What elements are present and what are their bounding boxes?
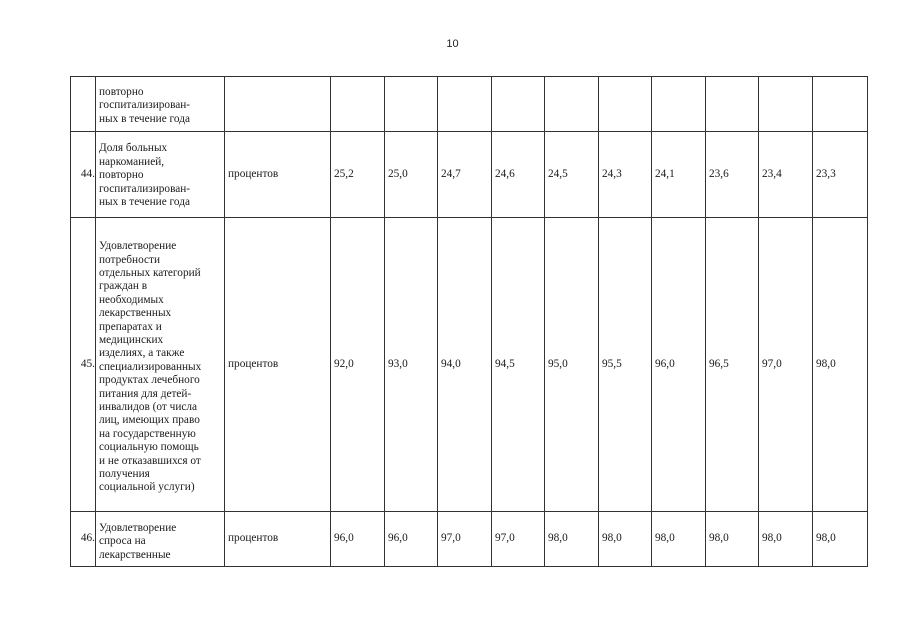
indicator-name-line: необходимых: [99, 293, 164, 306]
unit-cell: процентов: [225, 512, 331, 567]
indicator-name-line: продуктах лечебного: [99, 374, 200, 387]
indicator-name-line: повторно: [99, 85, 144, 98]
value-cell: 96,0: [331, 512, 385, 567]
indicator-name-line: Доля больных: [99, 142, 168, 155]
value-cell: 93,0: [385, 218, 438, 512]
value-cell: 94,5: [492, 218, 545, 512]
value-cell: 94,0: [438, 218, 492, 512]
value-cell: [385, 77, 438, 132]
indicator-name-line: потребности: [99, 253, 161, 266]
indicator-name-line: лекарственные: [99, 548, 171, 561]
value-cell: 97,0: [759, 218, 813, 512]
value-cell: [331, 77, 385, 132]
indicator-name-line: специализированных: [99, 360, 202, 373]
value-cell: [652, 77, 706, 132]
indicator-name-line: социальную помощь: [99, 441, 199, 454]
unit-cell: процентов: [225, 132, 331, 218]
value-cell: 24,6: [492, 132, 545, 218]
value-cell: 98,0: [545, 512, 599, 567]
indicator-name-line: инвалидов (от числа: [99, 401, 198, 414]
value-cell: 96,5: [706, 218, 759, 512]
indicator-name-line: госпитализирован-: [99, 182, 191, 195]
row-number-cell: 46.: [71, 512, 96, 567]
value-cell: 95,0: [545, 218, 599, 512]
value-cell: [545, 77, 599, 132]
value-cell: 23,6: [706, 132, 759, 218]
value-cell: [599, 77, 652, 132]
value-cell: 92,0: [331, 218, 385, 512]
indicator-name-line: повторно: [99, 169, 144, 182]
unit-cell: процентов: [225, 218, 331, 512]
table-body: [71, 77, 868, 567]
indicator-name-line: ных в течение года: [99, 112, 190, 125]
value-cell: [706, 77, 759, 132]
indicator-name-line: медицинских: [99, 333, 164, 346]
value-cell: 95,5: [599, 218, 652, 512]
indicator-name-line: лекарственных: [99, 307, 172, 320]
indicator-name-line: спроса на: [99, 535, 146, 548]
indicator-name-cell: [96, 77, 225, 132]
unit-cell: [225, 77, 331, 132]
indicator-name-line: отдельных категорий: [99, 266, 201, 279]
value-cell: 97,0: [438, 512, 492, 567]
indicator-name-line: лиц, имеющих право: [99, 414, 200, 427]
value-cell: 98,0: [813, 218, 868, 512]
indicator-name-line: изделиях, а также: [99, 347, 185, 360]
indicator-name-line: наркоманией,: [99, 155, 165, 168]
indicator-name-line: получения: [99, 468, 150, 481]
table-row: [71, 132, 868, 218]
value-cell: [813, 77, 868, 132]
value-cell: 98,0: [759, 512, 813, 567]
value-cell: 23,3: [813, 132, 868, 218]
value-cell: 98,0: [599, 512, 652, 567]
table-row: [71, 512, 868, 567]
indicator-name-line: на государственную: [99, 427, 196, 440]
value-cell: [438, 77, 492, 132]
value-cell: 24,1: [652, 132, 706, 218]
indicator-name-line: госпитализирован-: [99, 99, 191, 112]
value-cell: 24,7: [438, 132, 492, 218]
value-cell: 24,5: [545, 132, 599, 218]
table-row: [71, 218, 868, 512]
row-number-cell: 44.: [71, 132, 96, 218]
indicator-name-cell: [96, 512, 225, 567]
row-number-cell: 45.: [71, 218, 96, 512]
value-cell: 98,0: [706, 512, 759, 567]
value-cell: [759, 77, 813, 132]
indicator-name-cell: [96, 218, 225, 512]
value-cell: 25,2: [331, 132, 385, 218]
value-cell: 97,0: [492, 512, 545, 567]
page-number: 10: [446, 38, 459, 50]
row-number-cell: [71, 77, 96, 132]
value-cell: 23,4: [759, 132, 813, 218]
indicator-name-line: Удовлетворение: [99, 240, 177, 253]
indicator-name-line: социальной услуги): [99, 481, 195, 494]
indicator-name-line: Удовлетворение: [99, 521, 177, 534]
value-cell: 96,0: [385, 512, 438, 567]
indicators-table: [70, 76, 868, 567]
value-cell: 24,3: [599, 132, 652, 218]
value-cell: 25,0: [385, 132, 438, 218]
indicator-name-line: препаратах и: [99, 320, 162, 333]
value-cell: 98,0: [652, 512, 706, 567]
value-cell: 98,0: [813, 512, 868, 567]
indicator-name-line: и не отказавшихся от: [99, 454, 201, 467]
table-row: [71, 77, 868, 132]
value-cell: 96,0: [652, 218, 706, 512]
indicator-name-line: ных в течение года: [99, 196, 190, 209]
indicator-name-cell: [96, 132, 225, 218]
value-cell: [492, 77, 545, 132]
indicator-name-line: питания для детей-: [99, 387, 192, 400]
indicator-name-line: граждан в: [99, 280, 148, 293]
